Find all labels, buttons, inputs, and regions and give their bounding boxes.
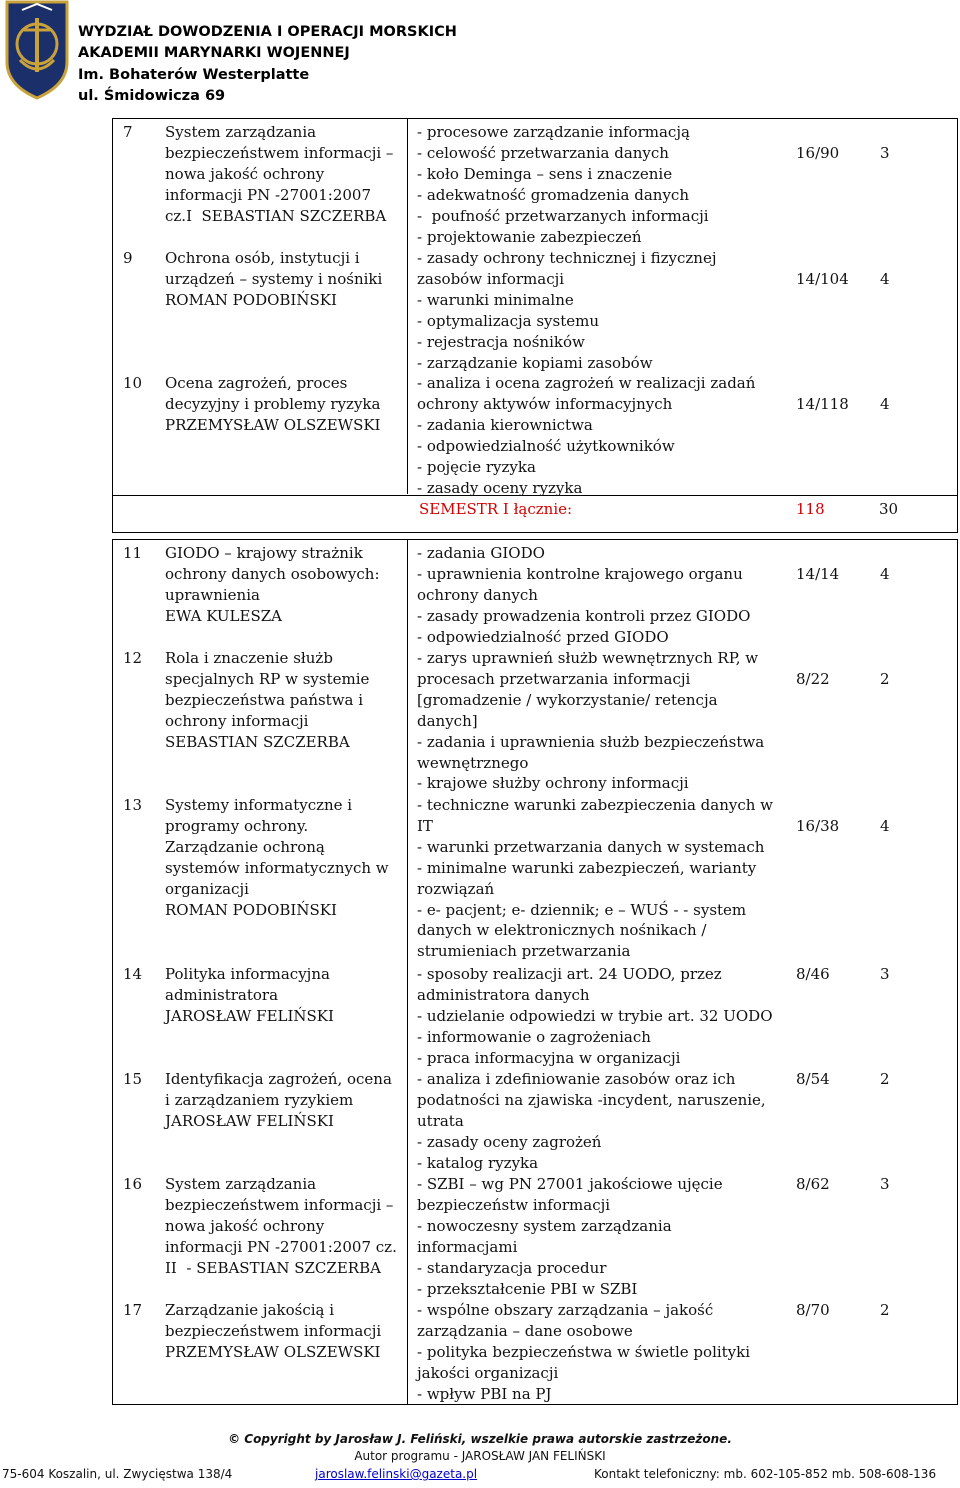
row-number: 11 [123, 544, 143, 562]
course-topic: Ochrona osób, instytucji i urządzeń – systemy i nośniki ROMAN PODOBIŃSKI [165, 249, 383, 309]
row-number: 14 [123, 965, 143, 983]
course-topic: Identyfikacja zagrożeń, ocena i zarządzaniem ryzykiem JAROSŁAW FELIŃSKI [165, 1070, 392, 1130]
page-header [0, 0, 960, 110]
row-number: 9 [123, 249, 133, 267]
course-hours: 8/54 [796, 1070, 830, 1088]
course-hours: 14/14 [796, 565, 840, 583]
header-line: WYDZIAŁ DOWODZENIA I OPERACJI MORSKICH [78, 24, 457, 40]
row-number: 7 [123, 123, 133, 141]
course-ects: 2 [880, 1301, 890, 1319]
course-topic: System zarządzania bezpieczeństwem informacji – nowa jakość ochrony informacji PN -27001:2007 cz. II - SEBASTIAN SZCZERBA [165, 1175, 397, 1277]
course-ects: 2 [880, 1070, 890, 1088]
course-hours: 8/62 [796, 1175, 830, 1193]
row-number: 12 [123, 649, 143, 667]
course-topic: GIODO – krajowy strażnik ochrony danych osobowych: uprawnienia EWA KULESZA [165, 544, 380, 625]
course-hours: 8/70 [796, 1301, 830, 1319]
course-ects: 2 [880, 670, 890, 688]
course-content: - SZBI – wg PN 27001 jakościowe ujęcie bezpieczeństw informacji - nowoczesny system zarządzania informacjami - standaryzacja procedur - przekształcenie PBI w SZBI [417, 1175, 723, 1298]
course-hours: 16/90 [796, 144, 840, 162]
course-ects: 3 [880, 1175, 890, 1193]
course-topic: Zarządzanie jakością i bezpieczeństwem informacji PRZEMYSŁAW OLSZEWSKI [165, 1301, 382, 1361]
course-content: - zasady ochrony technicznej i fizycznej zasobów informacji - warunki minimalne - optymalizacja systemu - rejestracja nośników - zarządzanie kopiami zasobów [417, 249, 717, 372]
navy-emblem-icon [2, 0, 72, 100]
phone-contact: Kontakt telefoniczny: mb. 602-105-852 mb. 508-608-136 [594, 1467, 937, 1481]
course-topic: System zarządzania bezpieczeństwem informacji – nowa jakość ochrony informacji PN -27001:2007 cz.I SEBASTIAN SZCZERBA [165, 123, 394, 225]
header-line: AKADEMII MARYNARKI WOJENNEJ [78, 45, 350, 62]
email-link[interactable]: jaroslaw.felinski@gazeta.pl [315, 1467, 478, 1481]
course-ects: 4 [880, 565, 890, 583]
row-number: 17 [123, 1301, 143, 1319]
semester-summary-ects: 30 [879, 500, 899, 518]
postal-address: 75-604 Koszalin, ul. Zwycięstwa 138/4 [2, 1467, 233, 1481]
course-topic: Rola i znaczenie służb specjalnych RP w systemie bezpieczeństwa państwa i ochrony informacji SEBASTIAN SZCZERBA [165, 649, 370, 751]
semester-summary-hours: 118 [796, 500, 825, 518]
course-hours: 16/38 [796, 817, 840, 835]
row-number: 15 [123, 1070, 143, 1088]
course-ects: 3 [880, 144, 890, 162]
course-content: - sposoby realizacji art. 24 UODO, przez administratora danych - udzielanie odpowiedzi w trybie art. 32 UODO - informowanie o zagrożeniach - praca informacyjna w organizacji [417, 965, 773, 1067]
row-number: 13 [123, 796, 143, 814]
author-line: Autor programu - JAROSŁAW JAN FELIŃSKI [354, 1449, 606, 1463]
semester-summary-label: SEMESTR I łącznie: [419, 500, 573, 518]
course-topic: Polityka informacyjna administratora JAROSŁAW FELIŃSKI [165, 965, 334, 1025]
course-ects: 4 [880, 270, 890, 288]
course-content: - techniczne warunki zabezpieczenia danych w IT - warunki przetwarzania danych w systemach - minimalne warunki zabezpieczeń, warianty rozwiązań - e- pacjent; e- dziennik; e – WUŚ - - system danych w elektronicznych nośnikach / strumieniach przetwarzania [417, 796, 774, 961]
copyright-notice: © Copyright by Jarosław J. Feliński, wszelkie prawa autorskie zastrzeżone. [228, 1432, 732, 1446]
course-content: - procesowe zarządzanie informacją - celowość przetwarzania danych - koło Deminga – sens i znaczenie - adekwatność gromadzenia danych - poufność przetwarzanych informacji - projektowanie zabezpieczeń [417, 123, 709, 246]
course-content: - analiza i ocena zagrożeń w realizacji zadań ochrony aktywów informacyjnych - zadania kierownictwa - odpowiedzialność użytkowników - pojęcie ryzyka - zasady oceny ryzyka [417, 374, 756, 497]
curriculum-table-semester-1 [112, 118, 958, 533]
course-content: - zarys uprawnień służb wewnętrznych RP, w procesach przetwarzania informacji [gromadzenie / wykorzystanie/ retencja danych] - zadania i uprawnienia służb bezpieczeństwa wewnętrznego - krajowe służby ochrony informacji [417, 649, 765, 793]
institution-address [78, 22, 457, 107]
course-hours: 14/118 [796, 395, 849, 413]
course-ects: 4 [880, 395, 890, 413]
row-number: 16 [123, 1175, 143, 1193]
course-ects: 3 [880, 965, 890, 983]
row-number: 10 [123, 374, 143, 392]
course-content: - zadania GIODO - uprawnienia kontrolne krajowego organu ochrony danych - zasady prowadzenia kontroli przez GIODO - odpowiedzialność przed GIODO [417, 544, 751, 646]
course-topic: Systemy informatyczne i programy ochrony. Zarządzanie ochroną systemów informatycznych w organizacji ROMAN PODOBIŃSKI [165, 796, 389, 919]
course-topic: Ocena zagrożeń, proces decyzyjny i problemy ryzyka PRZEMYSŁAW OLSZEWSKI [165, 374, 381, 434]
course-hours: 14/104 [796, 270, 849, 288]
course-ects: 4 [880, 817, 890, 835]
header-line: Im. Bohaterów Westerplatte [78, 66, 310, 83]
curriculum-table-semester-2 [112, 539, 958, 1405]
header-line: ul. Śmidowicza 69 [78, 87, 226, 104]
course-content: - analiza i zdefiniowanie zasobów oraz ich podatności na zjawiska -incydent, naruszenie, utrata - zasady oceny zagrożeń - katalog ryzyka [417, 1070, 766, 1172]
course-hours: 8/46 [796, 965, 830, 983]
course-hours: 8/22 [796, 670, 830, 688]
course-content: - wspólne obszary zarządzania – jakość zarządzania – dane osobowe - polityka bezpieczeństwa w świetle polityki jakości organizacji - wpływ PBI na PJ [417, 1301, 751, 1403]
